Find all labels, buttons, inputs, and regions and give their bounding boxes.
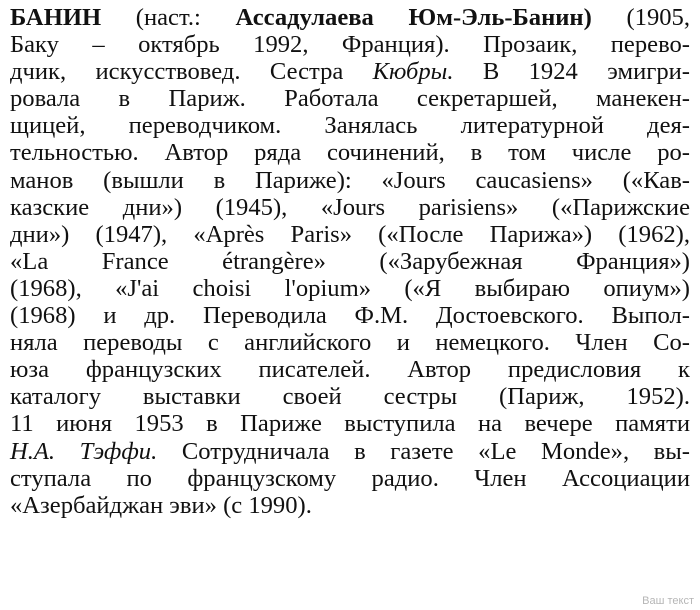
text-line xyxy=(10,329,690,356)
text-line xyxy=(10,167,690,194)
text-segment: «Азербайджан эви» (с 1990). xyxy=(10,491,312,519)
watermark: Ваш текст xyxy=(642,595,694,607)
text-segment: «La France étrangère» («Зарубежная Франция») xyxy=(10,247,690,275)
text-segment: дчик, искусствовед. Сестра xyxy=(10,58,373,86)
italic-text: Кюбры. xyxy=(372,58,454,86)
text-line xyxy=(10,356,690,383)
text-line xyxy=(10,410,690,437)
bold-text: Ассадулаева Юм-Эль-Банин) xyxy=(235,4,592,31)
text-segment: ровала в Париж. Работала секретаршей, манекен- xyxy=(10,85,690,113)
text-line xyxy=(10,302,690,329)
text-line xyxy=(10,383,690,410)
text-segment: няла переводы с английского и немецкого. Член Со- xyxy=(10,329,690,357)
text-segment: дни») (1947), «Après Paris» («После Парижа») (1962), xyxy=(10,220,690,248)
text-line xyxy=(10,4,690,31)
text-segment: манов (вышли в Париже): «Jours caucasiens» («Кав- xyxy=(10,166,690,194)
text-line xyxy=(10,492,690,519)
text-segment: казские дни») (1945), «Jours parisiens» («Парижские xyxy=(10,193,690,221)
text-line xyxy=(10,139,690,166)
text-segment: (1968), «J'ai choisi l'opium» («Я выбираю опиум») xyxy=(10,274,690,302)
text-segment: тельностью. Автор ряда сочинений, в том числе ро- xyxy=(10,139,690,167)
text-segment: юза французских писателей. Автор предисловия к xyxy=(10,356,690,384)
text-line xyxy=(10,58,690,85)
text-line xyxy=(10,194,690,221)
text-segment: В 1924 эмигри- xyxy=(453,58,690,86)
text-line xyxy=(10,438,690,465)
text-segment: каталогу выставки своей сестры (Париж, 1952). xyxy=(10,383,690,411)
text-line xyxy=(10,275,690,302)
text-line xyxy=(10,112,690,139)
text-segment: 11 июня 1953 в Париже выступила на вечере памяти xyxy=(10,410,690,438)
text-segment: (1968) и др. Переводила Ф.М. Достоевского. Выпол- xyxy=(10,302,690,330)
text-segment: (наст.: xyxy=(101,4,236,31)
italic-text: Н.А. Тэффи. xyxy=(10,437,158,465)
text-segment: щицей, переводчиком. Занялась литературной дея- xyxy=(10,112,690,140)
text-line xyxy=(10,85,690,112)
text-line xyxy=(10,221,690,248)
article-text xyxy=(10,4,690,519)
text-segment: (1905, xyxy=(591,4,690,31)
text-line xyxy=(10,465,690,492)
text-segment: Сотрудничала в газете «Le Monde», вы- xyxy=(157,437,690,465)
text-line xyxy=(10,248,690,275)
text-segment: Баку – октябрь 1992, Франция). Прозаик, перево- xyxy=(10,31,690,59)
bold-text: БАНИН xyxy=(10,4,102,31)
text-line xyxy=(10,31,690,58)
text-segment: ступала по французскому радио. Член Ассоциации xyxy=(10,464,690,492)
